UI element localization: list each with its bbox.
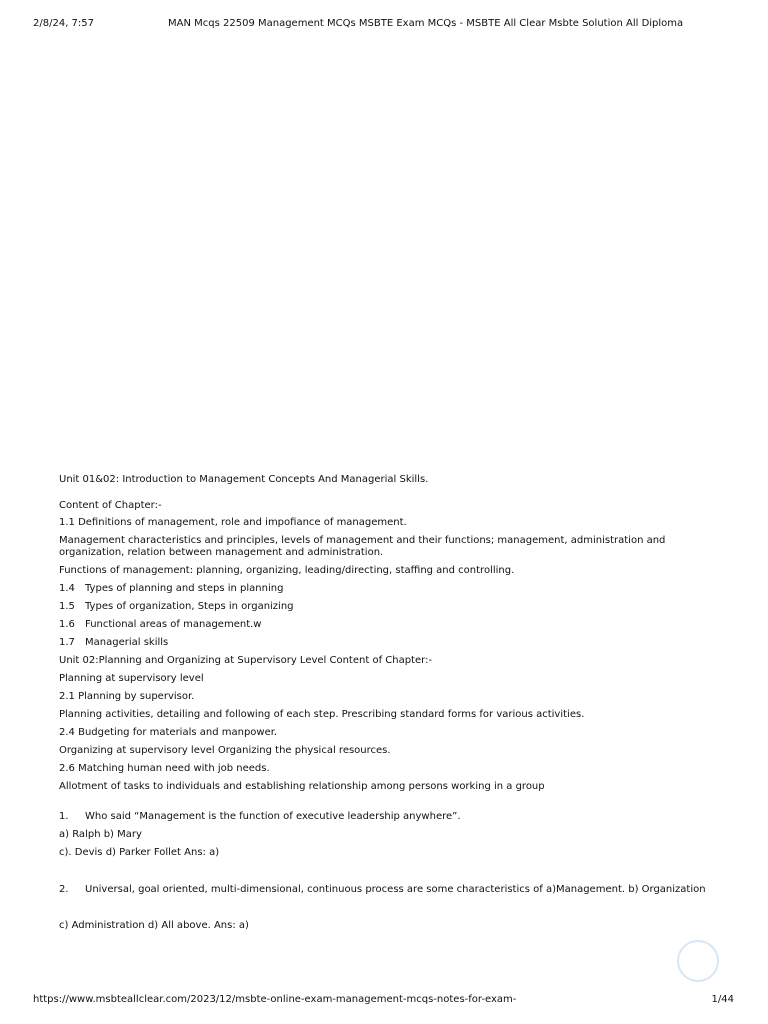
page-title: MAN Mcqs 22509 Management MCQs MSBTE Exam MCQs - MSBTE All Clear Msbte Solution All Diploma — [168, 18, 684, 29]
question-text: Universal, goal oriented, multi-dimensional, continuous process are some characteristics of a)Management. b) Organization — [85, 884, 706, 895]
page-number: 1/44 — [711, 994, 734, 1005]
allotment: Allotment of tasks to individuals and establishing relationship among persons working in a group — [59, 781, 545, 792]
list-item — [59, 637, 719, 649]
question-number: 2. — [59, 884, 69, 895]
list-item-text: Functional areas of management.w — [85, 619, 262, 630]
item-1-1: 1.1 Definitions of management, role and impofiance of management. — [59, 517, 407, 528]
list-item — [59, 583, 719, 595]
print-date: 2/8/24, 7:57 — [33, 18, 95, 29]
footer-url: https://www.msbteallclear.com/2023/12/msbte-online-exam-management-mcqs-notes-for-exam- — [33, 994, 517, 1005]
unit-02-title: Unit 02:Planning and Organizing at Supervisory Level Content of Chapter:- — [59, 655, 433, 666]
list-item — [59, 601, 719, 613]
unit-title: Unit 01&02: Introduction to Management Concepts And Managerial Skills. — [59, 474, 429, 485]
list-item — [59, 619, 719, 631]
question-1 — [59, 811, 719, 823]
question-text: Who said “Management is the function of executive leadership anywhere”. — [85, 811, 461, 822]
item-2-1: 2.1 Planning by supervisor. — [59, 691, 195, 702]
list-item-text: Managerial skills — [85, 637, 169, 648]
para-characteristics: Management characteristics and principles, levels of management and their functions; management, administration and organization, relation between management and administration. — [59, 535, 666, 558]
question-2 — [59, 884, 719, 896]
question-2-options: c) Administration d) All above. Ans: a) — [59, 920, 249, 931]
list-item-text: Types of organization, Steps in organizing — [85, 601, 294, 612]
content-label: Content of Chapter:- — [59, 500, 162, 511]
list-item-text: Types of planning and steps in planning — [85, 583, 284, 594]
planning-activities: Planning activities, detailing and following of each step. Prescribing standard forms for various activities. — [59, 709, 585, 720]
list-item-number: 1.4 — [59, 583, 75, 594]
question-1-options: a) Ralph b) Mary — [59, 829, 142, 840]
organizing: Organizing at supervisory level Organizing the physical resources. — [59, 745, 391, 756]
question-number: 1. — [59, 811, 69, 822]
list-item-number: 1.7 — [59, 637, 75, 648]
item-2-4: 2.4 Budgeting for materials and manpower. — [59, 727, 278, 738]
scroll-indicator — [677, 940, 719, 982]
question-1-answer: c). Devis d) Parker Follet Ans: a) — [59, 847, 220, 858]
document-content — [59, 474, 719, 932]
item-2-6: 2.6 Matching human need with job needs. — [59, 763, 270, 774]
planning-supervisory: Planning at supervisory level — [59, 673, 204, 684]
list-item-number: 1.6 — [59, 619, 75, 630]
list-item-number: 1.5 — [59, 601, 75, 612]
para-functions: Functions of management: planning, organizing, leading/directing, staffing and controlling. — [59, 565, 515, 576]
